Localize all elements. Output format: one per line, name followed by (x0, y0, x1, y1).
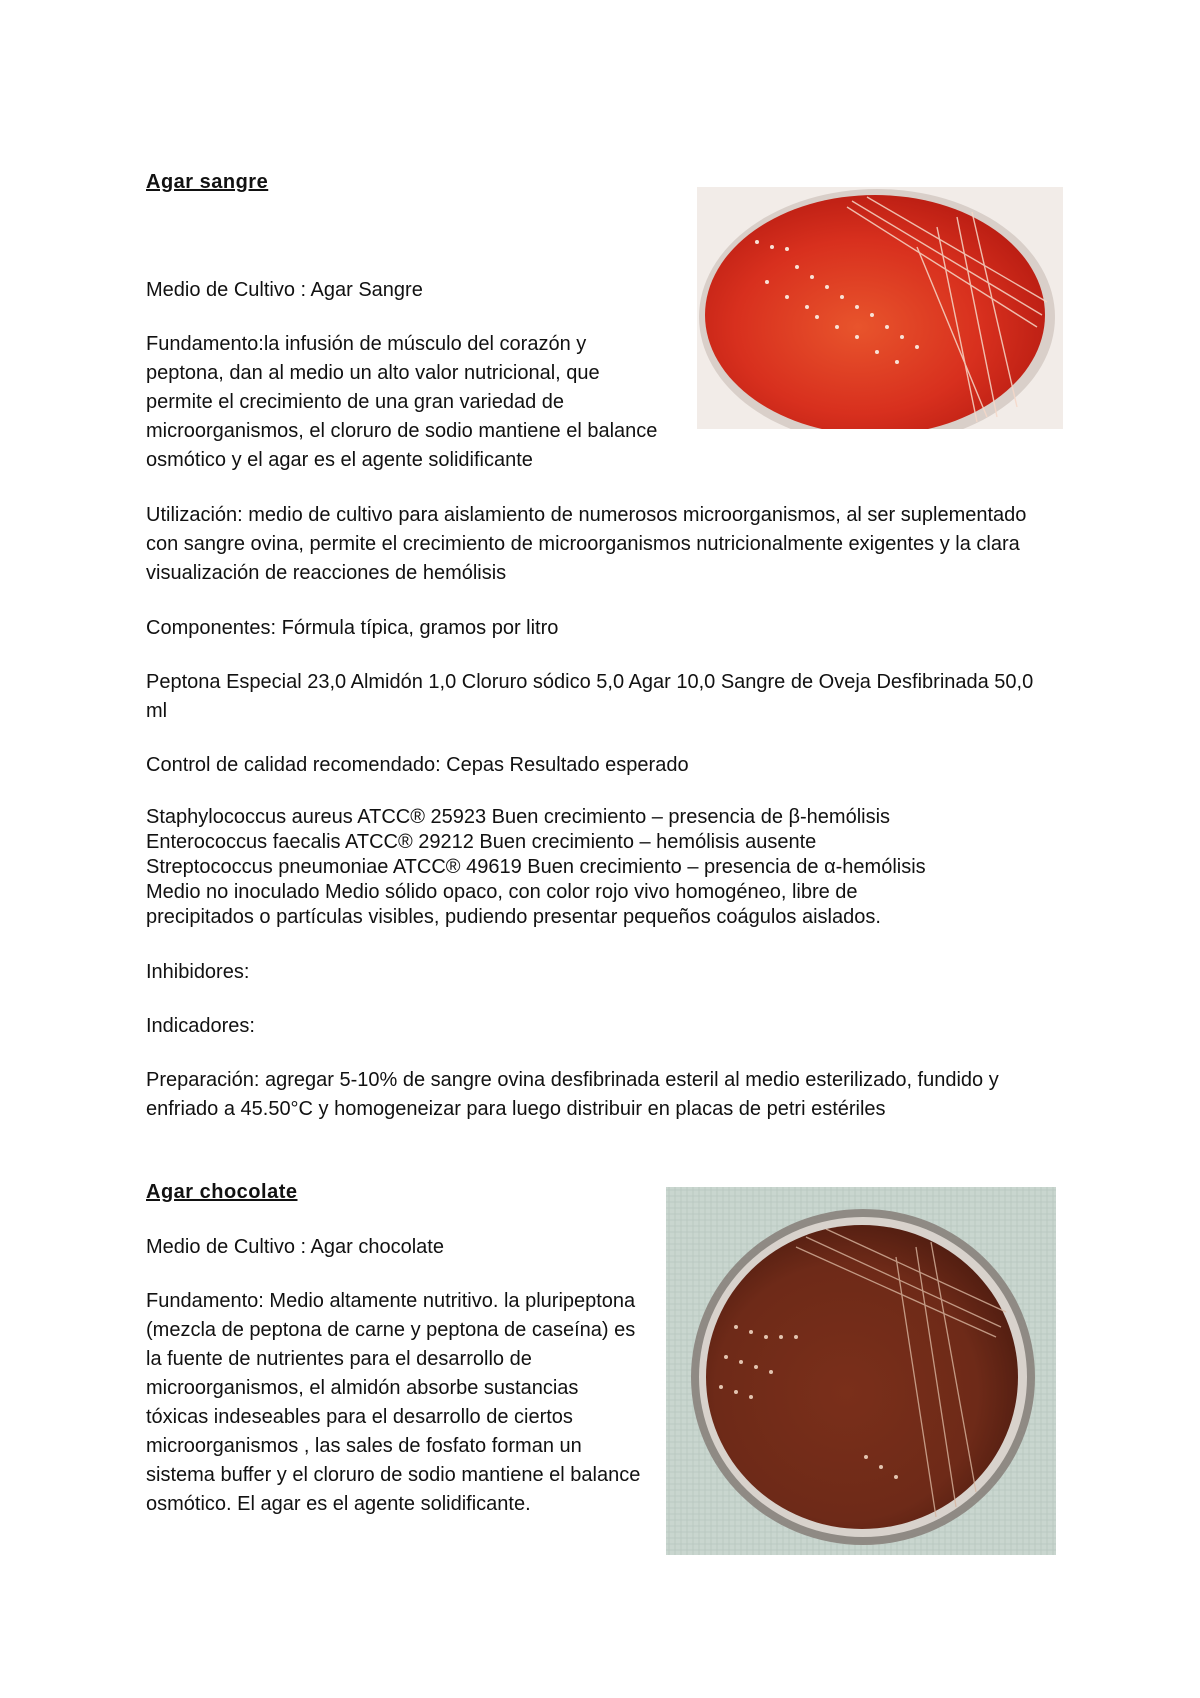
agar-sangre-cepas-list (146, 805, 926, 930)
cepa-line: Staphylococcus aureus ATCC® 25923 Buen crecimiento – presencia de β-hemólisis (146, 806, 891, 828)
cepa-line: Streptococcus pneumoniae ATCC® 49619 Buen crecimiento – presencia de α-hemólisis (146, 856, 926, 878)
agar-sangre-utilizacion: Utilización: medio de cultivo para aislamiento de numerosos microorganismos, al ser suplementado con sangre ovina, permite el crecimiento de microorganismos nutricionalmente exigentes y la clara visualización de reacciones de hemólisis (146, 504, 1027, 584)
agar-sangre-medio: Medio de Cultivo : Agar Sangre (146, 279, 423, 301)
agar-sangre-fundamento: Fundamento:la infusión de músculo del corazón y peptona, dan al medio un alto valor nutricional, que permite el crecimiento de una gran variedad de microorganismos, el cloruro de sodio mantiene el balance osmótico y el agar es el agente solidificante (146, 333, 658, 471)
agar-chocolate-heading: Agar chocolate (146, 1181, 298, 1203)
agar-sangre-heading: Agar sangre (146, 171, 269, 193)
blood-agar-plate-photo (697, 187, 1063, 429)
cepa-line: precipitados o partículas visibles, pudiendo presentar pequeños coágulos aislados. (146, 906, 881, 928)
agar-sangre-formula: Peptona Especial 23,0 Almidón 1,0 Cloruro sódico 5,0 Agar 10,0 Sangre de Oveja Desfibrinada 50,0 ml (146, 671, 1034, 722)
agar-sangre-indicadores: Indicadores: (146, 1015, 255, 1037)
agar-chocolate-medio: Medio de Cultivo : Agar chocolate (146, 1236, 444, 1258)
cepa-line: Enterococcus faecalis ATCC® 29212 Buen crecimiento – hemólisis ausente (146, 831, 817, 853)
chocolate-agar-plate-photo (666, 1187, 1056, 1555)
agar-sangre-control: Control de calidad recomendado: Cepas Resultado esperado (146, 754, 689, 776)
cepa-line: Medio no inoculado Medio sólido opaco, con color rojo vivo homogéneo, libre de (146, 881, 858, 903)
agar-sangre-inhibidores: Inhibidores: (146, 961, 250, 983)
agar-sangre-preparacion: Preparación: agregar 5-10% de sangre ovina desfibrinada esteril al medio esterilizado, fundido y enfriado a 45.50°C y homogeneizar para luego distribuir en placas de petri estériles (146, 1069, 999, 1120)
agar-sangre-componentes: Componentes: Fórmula típica, gramos por litro (146, 617, 559, 639)
agar-chocolate-fundamento: Fundamento: Medio altamente nutritivo. la pluripeptona (mezcla de peptona de carne y peptona de caseína) es la fuente de nutrientes para el desarrollo de microorganismos, el almidón absorbe sustancias tóxicas indeseables para el desarrollo de ciertos microorganismos , las sales de fosfato forman un sistema buffer y el cloruro de sodio mantiene el balance osmótico. El agar es el agente solidificante. (146, 1290, 641, 1515)
